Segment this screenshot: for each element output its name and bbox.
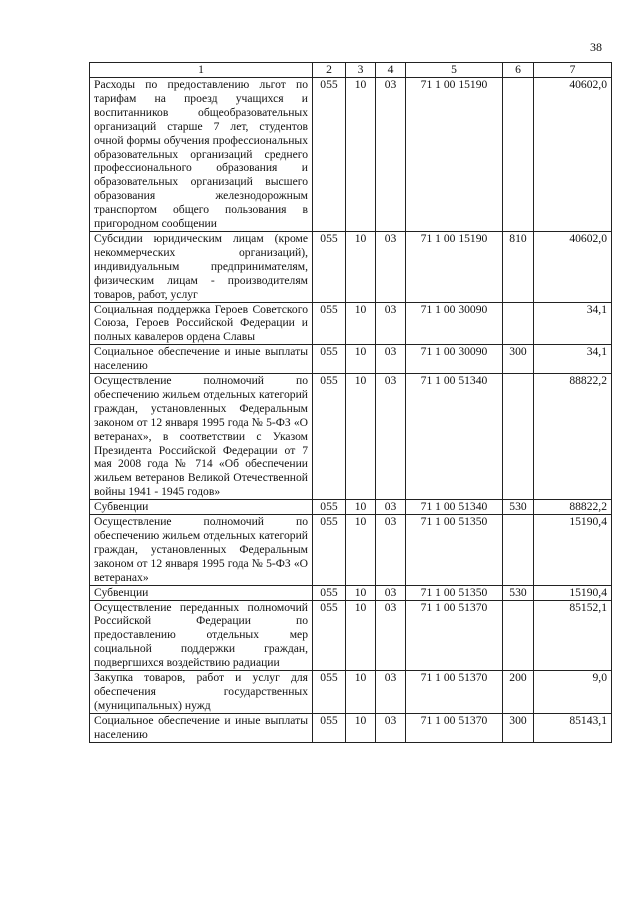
header-col-3: 3: [346, 63, 376, 78]
target-article-code: 71 1 00 51370: [406, 713, 503, 742]
row-name: Субвенции: [90, 500, 313, 515]
table-row: [90, 500, 612, 515]
ministry-code: 055: [313, 713, 346, 742]
expense-type-code: [503, 302, 534, 345]
ministry-code: 055: [313, 671, 346, 714]
target-article-code: 71 1 00 15190: [406, 231, 503, 302]
ministry-code: 055: [313, 231, 346, 302]
subsection-code: 03: [376, 231, 406, 302]
section-code: 10: [346, 500, 376, 515]
subsection-code: 03: [376, 515, 406, 586]
subsection-code: 03: [376, 345, 406, 374]
section-code: 10: [346, 600, 376, 671]
expense-type-code: 300: [503, 345, 534, 374]
subsection-code: 03: [376, 500, 406, 515]
amount: 34,1: [534, 345, 612, 374]
table-row: [90, 231, 612, 302]
section-code: 10: [346, 78, 376, 232]
table-row: [90, 515, 612, 586]
header-col-4: 4: [376, 63, 406, 78]
section-code: 10: [346, 231, 376, 302]
ministry-code: 055: [313, 600, 346, 671]
expense-type-code: [503, 515, 534, 586]
expense-type-code: 300: [503, 713, 534, 742]
row-name: Субвенции: [90, 585, 313, 600]
header-col-1: 1: [90, 63, 313, 78]
table-row: [90, 374, 612, 500]
ministry-code: 055: [313, 585, 346, 600]
section-code: 10: [346, 345, 376, 374]
target-article-code: 71 1 00 51340: [406, 500, 503, 515]
ministry-code: 055: [313, 345, 346, 374]
subsection-code: 03: [376, 671, 406, 714]
subsection-code: 03: [376, 713, 406, 742]
amount: 88822,2: [534, 374, 612, 500]
row-name: Осуществление полномочий по обеспечению жильем отдельных категорий граждан, установленных Федеральным законом от 12 января 1995 года № 5-ФЗ «О ветеранах», в соответствии с Указом Президента Российской Федерации от 7 мая 2008 года № 714 «Об обеспечении жильем ветеранов Великой Отечественной войны 1941 - 1945 годов»: [90, 374, 313, 500]
table-row: [90, 600, 612, 671]
amount: 88822,2: [534, 500, 612, 515]
ministry-code: 055: [313, 374, 346, 500]
header-col-7: 7: [534, 63, 612, 78]
header-col-5: 5: [406, 63, 503, 78]
table-row: [90, 302, 612, 345]
amount: 40602,0: [534, 78, 612, 232]
table-row: [90, 585, 612, 600]
header-col-2: 2: [313, 63, 346, 78]
target-article-code: 71 1 00 51350: [406, 515, 503, 586]
subsection-code: 03: [376, 374, 406, 500]
expense-type-code: [503, 374, 534, 500]
target-article-code: 71 1 00 30090: [406, 302, 503, 345]
amount: 15190,4: [534, 585, 612, 600]
ministry-code: 055: [313, 500, 346, 515]
row-name: Субсидии юридическим лицам (кроме некоммерческих организаций), индивидуальным предпринимателям, физическим лицам - производителям товаров, работ, услуг: [90, 231, 313, 302]
ministry-code: 055: [313, 78, 346, 232]
table-row: [90, 671, 612, 714]
target-article-code: 71 1 00 51370: [406, 671, 503, 714]
section-code: 10: [346, 374, 376, 500]
expense-type-code: 530: [503, 500, 534, 515]
subsection-code: 03: [376, 600, 406, 671]
section-code: 10: [346, 713, 376, 742]
row-name: Социальное обеспечение и иные выплаты населению: [90, 345, 313, 374]
expense-type-code: 530: [503, 585, 534, 600]
expense-type-code: [503, 600, 534, 671]
header-row: [90, 63, 612, 78]
target-article-code: 71 1 00 15190: [406, 78, 503, 232]
amount: 34,1: [534, 302, 612, 345]
expense-type-code: [503, 78, 534, 232]
table-row: [90, 78, 612, 232]
budget-table: [89, 62, 612, 743]
target-article-code: 71 1 00 51340: [406, 374, 503, 500]
amount: 9,0: [534, 671, 612, 714]
header-col-6: 6: [503, 63, 534, 78]
row-name: Осуществление переданных полномочий Российской Федерации по предоставлению отдельных мер социальной поддержки граждан, подвергшихся воздействию радиации: [90, 600, 313, 671]
section-code: 10: [346, 671, 376, 714]
amount: 40602,0: [534, 231, 612, 302]
target-article-code: 71 1 00 30090: [406, 345, 503, 374]
subsection-code: 03: [376, 302, 406, 345]
row-name: Социальная поддержка Героев Советского Союза, Героев Российской Федерации и полных кавалеров ордена Славы: [90, 302, 313, 345]
expense-type-code: 810: [503, 231, 534, 302]
amount: 85143,1: [534, 713, 612, 742]
ministry-code: 055: [313, 515, 346, 586]
section-code: 10: [346, 585, 376, 600]
target-article-code: 71 1 00 51370: [406, 600, 503, 671]
subsection-code: 03: [376, 78, 406, 232]
amount: 15190,4: [534, 515, 612, 586]
subsection-code: 03: [376, 585, 406, 600]
row-name: Закупка товаров, работ и услуг для обеспечения государственных (муниципальных) нужд: [90, 671, 313, 714]
row-name: Социальное обеспечение и иные выплаты населению: [90, 713, 313, 742]
row-name: Расходы по предоставлению льгот по тарифам на проезд учащихся и воспитанников общеобразовательных организаций старше 7 лет, студентов очной формы обучения профессиональных образовательных организаций среднего профессионального образования и образовательных организаций высшего образования железнодорожным транспортом общего пользования в пригородном сообщении: [90, 78, 313, 232]
target-article-code: 71 1 00 51350: [406, 585, 503, 600]
section-code: 10: [346, 515, 376, 586]
table-row: [90, 345, 612, 374]
ministry-code: 055: [313, 302, 346, 345]
section-code: 10: [346, 302, 376, 345]
row-name: Осуществление полномочий по обеспечению жильем отдельных категорий граждан, установленных Федеральным законом от 12 января 1995 года № 5-ФЗ «О ветеранах»: [90, 515, 313, 586]
amount: 85152,1: [534, 600, 612, 671]
page-number: 38: [590, 40, 602, 54]
expense-type-code: 200: [503, 671, 534, 714]
table-row: [90, 713, 612, 742]
